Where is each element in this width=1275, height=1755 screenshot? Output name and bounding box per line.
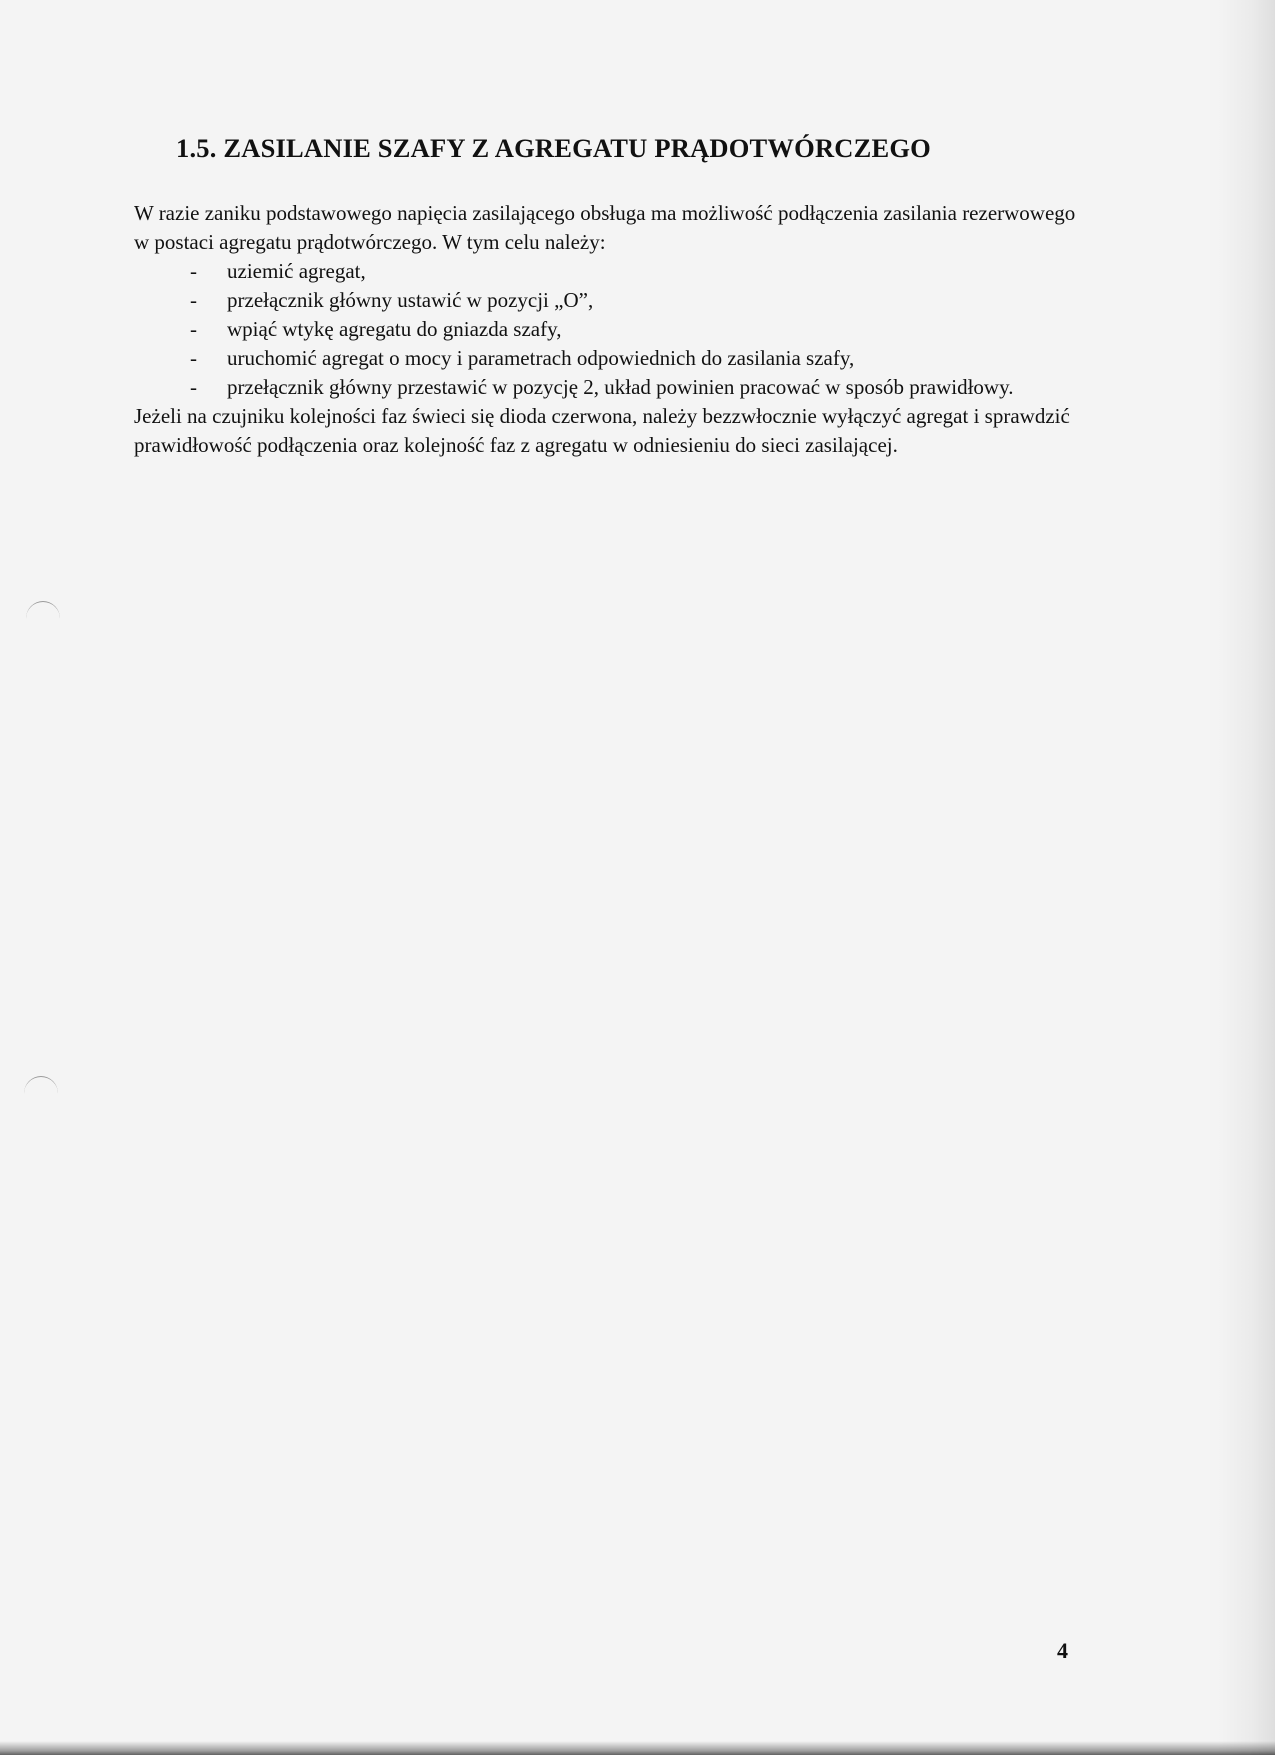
step-text: wpiąć wtykę agregatu do gniazda szafy, bbox=[227, 317, 562, 341]
scan-edge-shadow bbox=[1217, 0, 1275, 1755]
step-text: przełącznik główny przestawić w pozycję 2, układ powinien pracować w sposób prawidłowy. bbox=[227, 375, 1014, 399]
list-item bbox=[134, 344, 1094, 373]
punch-hole-mark bbox=[26, 601, 60, 636]
section-body bbox=[134, 199, 1094, 460]
page-number: 4 bbox=[1057, 1638, 1068, 1663]
dash-bullet: - bbox=[190, 346, 197, 370]
steps-list bbox=[134, 257, 1094, 402]
section-title: 1.5. ZASILANIE SZAFY Z AGREGATU PRĄDOTWÓRCZEGO bbox=[176, 133, 931, 163]
scan-bottom-edge bbox=[0, 1741, 1275, 1755]
dash-bullet: - bbox=[190, 288, 197, 312]
step-text: uruchomić agregat o mocy i parametrach odpowiednich do zasilania szafy, bbox=[227, 346, 855, 370]
list-item bbox=[134, 257, 1094, 286]
closing-paragraph: Jeżeli na czujniku kolejności faz świeci się dioda czerwona, należy bezzwłocznie wyłączyć agregat i sprawdzić prawidłowość podłączenia oraz kolejność faz z agregatu w odniesieniu do sieci zasilającej. bbox=[134, 404, 1070, 457]
list-item bbox=[134, 315, 1094, 344]
intro-paragraph: W razie zaniku podstawowego napięcia zasilającego obsługa ma możliwość podłączenia zasilania rezerwowego w postaci agregatu prądotwórczego. W tym celu należy: bbox=[134, 201, 1076, 254]
dash-bullet: - bbox=[190, 259, 197, 283]
step-text: uziemić agregat, bbox=[227, 259, 366, 283]
step-text: przełącznik główny ustawić w pozycji „O”, bbox=[227, 288, 594, 312]
dash-bullet: - bbox=[190, 375, 197, 399]
list-item bbox=[134, 373, 1094, 402]
punch-hole-mark bbox=[24, 1076, 58, 1111]
list-item bbox=[134, 286, 1094, 315]
dash-bullet: - bbox=[190, 317, 197, 341]
